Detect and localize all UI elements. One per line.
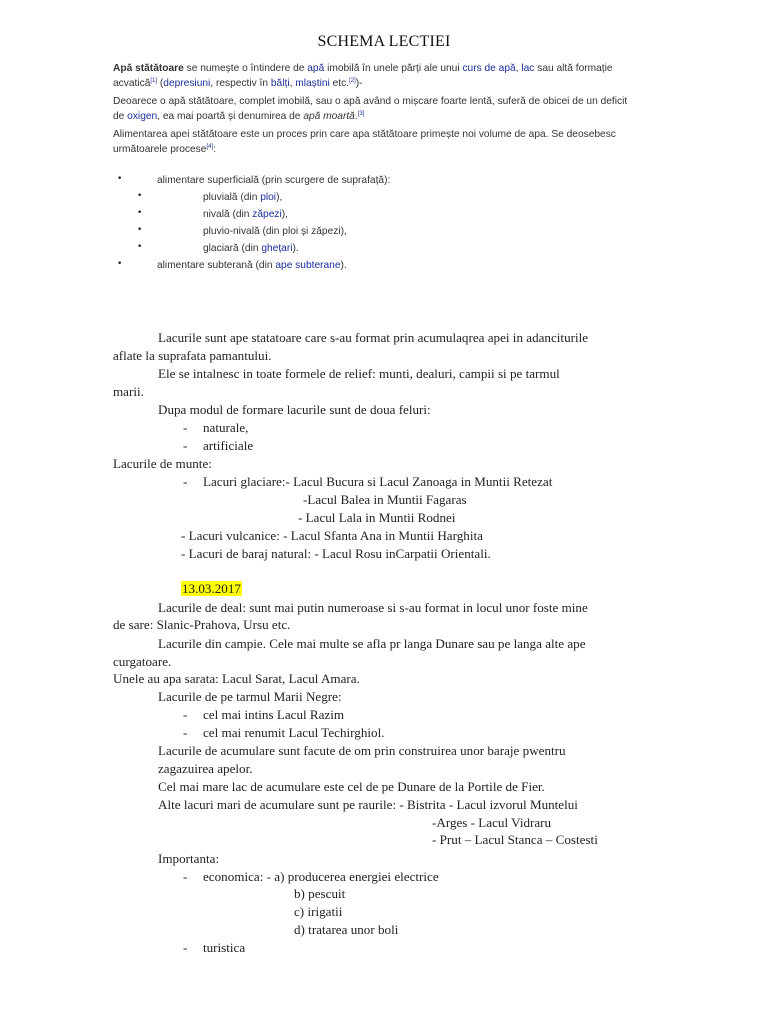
text-line: d) tratarea unor boli: [294, 922, 399, 937]
page-title: SCHEMA LECTIEI: [317, 33, 451, 50]
intro-paragraph-1: [113, 62, 653, 90]
text: :: [213, 144, 216, 155]
text: (: [157, 78, 164, 89]
link-oxigen[interactable]: oxigen: [127, 111, 158, 122]
text: , ea mai poartă și denumirea de: [157, 111, 304, 122]
text: sau altă formație: [534, 63, 613, 74]
text-line: aflate la suprafata pamantului.: [113, 348, 272, 363]
link-ghetari[interactable]: ghețari: [261, 243, 293, 254]
link-mlastini[interactable]: mlaștini: [295, 78, 330, 89]
dash: -: [183, 869, 188, 884]
text-line: Lacurile din campie. Cele mai multe se afla pr langa Dunare sau pe langa alte ape: [158, 636, 586, 651]
text-line: Lacurile de pe tarmul Marii Negre:: [158, 689, 342, 704]
bullet: •: [137, 242, 143, 252]
section-heading: Lacurile de munte:: [113, 456, 212, 471]
text: Deoarece o apă stătătoare, complet imobilă, sau o apă având o mișcare foarte lentă, suferă de obicei de un deficit: [113, 96, 628, 107]
text-line: zagazuirea apelor.: [158, 761, 253, 776]
ref-2[interactable]: [2]: [349, 78, 356, 84]
list-item: Lacuri glaciare:- Lacul Bucura si Lacul Zanoaga in Muntii Retezat: [203, 474, 553, 489]
list-item: alimentare superficială (prin scurgere de suprafață):: [157, 175, 391, 186]
text: Alimentarea apei stătătoare este un proces prin care apa stătătoare primește noi volume de apa. Se deosebesc: [113, 129, 616, 140]
text-line: c) irigatii: [294, 904, 343, 919]
list-item: economica: - a) producerea energiei electrice: [203, 869, 439, 884]
list-item: cel mai intins Lacul Razim: [203, 707, 345, 722]
text-line: Ele se intalnesc in toate formele de relief: munti, dealuri, campii si pe tarmul: [158, 366, 560, 381]
dash: -: [183, 725, 188, 740]
link-lac[interactable]: lac: [521, 63, 535, 74]
bullet: •: [117, 259, 123, 269]
list-item: artificiale: [203, 438, 254, 453]
bullet: •: [137, 191, 143, 201]
link-ploi[interactable]: ploi: [260, 192, 277, 203]
list-item: cel mai renumit Lacul Techirghiol.: [203, 725, 385, 740]
text: imobilă în unele părți ale unui: [324, 63, 463, 74]
italic-term: apă moartă: [303, 111, 355, 122]
text-line: -Lacul Balea in Muntii Fagaras: [303, 492, 467, 507]
text-line: marii.: [113, 384, 144, 399]
link-zapezi[interactable]: zăpezi: [252, 209, 282, 220]
link-depresiuni[interactable]: depresiuni: [163, 78, 211, 89]
bullet: •: [137, 208, 143, 218]
intro-paragraph-3: [113, 128, 653, 156]
list-item: nivală (din zăpezi),: [203, 209, 288, 220]
list-item: alimentare subterană (din ape subterane).: [157, 260, 347, 271]
text-line: - Lacul Lala in Muntii Rodnei: [298, 510, 456, 525]
text-line: -Arges - Lacul Vidraru: [432, 815, 552, 830]
text-line: Lacurile de deal: sunt mai putin numeroase si s-au format in locul unor foste mine: [158, 600, 588, 615]
dash: -: [183, 420, 188, 435]
text: ,: [515, 63, 522, 74]
link-apa[interactable]: apă: [307, 63, 325, 74]
text: de: [113, 111, 128, 122]
dash: -: [183, 940, 188, 955]
list-item: turistica: [203, 940, 246, 955]
list-item: naturale,: [203, 420, 249, 435]
text-line: - Prut – Lacul Stanca – Costesti: [432, 832, 598, 847]
dash: -: [183, 474, 188, 489]
intro-paragraph-2: [113, 95, 653, 123]
link-ape-subterane[interactable]: ape subterane: [275, 260, 341, 271]
dash: -: [183, 707, 188, 722]
text: )-: [355, 78, 363, 89]
ref-3[interactable]: [3]: [357, 111, 365, 117]
dash: -: [183, 438, 188, 453]
text: acvatică: [113, 78, 151, 89]
section-heading: Importanta:: [158, 851, 220, 866]
text-line: b) pescuit: [294, 886, 346, 901]
text-line: curgatoare.: [113, 654, 172, 669]
text-line: Lacurile de acumulare sunt facute de om prin construirea unor baraje pwentru: [158, 743, 566, 758]
text-line: Alte lacuri mari de acumulare sunt pe raurile: - Bistrita - Lacul izvorul Muntelui: [158, 797, 578, 812]
text: .: [354, 111, 358, 122]
link-curs-de-apa[interactable]: curs de apă: [462, 63, 516, 74]
text-line: Unele au apa sarata: Lacul Sarat, Lacul Amara.: [113, 671, 360, 686]
ref-4[interactable]: [4]: [206, 144, 214, 150]
text-line: - Lacuri vulcanice: - Lacul Sfanta Ana in Muntii Harghita: [181, 528, 483, 543]
date-highlight: 13.03.2017: [182, 581, 241, 596]
text: următoarele procese: [113, 144, 207, 155]
text-line: - Lacuri de baraj natural: - Lacul Rosu inCarpatii Orientali.: [181, 546, 491, 561]
text: ,: [289, 78, 296, 89]
text: etc.: [329, 78, 350, 89]
term-bold: Apă stătătoare: [113, 63, 184, 74]
list-item: pluvială (din ploi),: [203, 192, 283, 203]
text-line: de sare: Slanic-Prahova, Ursu etc.: [113, 617, 291, 632]
text-line: Dupa modul de formare lacurile sunt de doua feluri:: [158, 402, 431, 417]
bullet: •: [137, 225, 143, 235]
list-item: glaciară (din ghețari).: [203, 243, 299, 254]
text-line: Lacurile sunt ape statatoare care s-au format prin acumulaqrea apei in adanciturile: [158, 330, 589, 345]
text: , respectiv în: [210, 78, 271, 89]
bullet: •: [117, 174, 123, 184]
link-balti[interactable]: bălți: [270, 78, 290, 89]
text: se numește o întindere de: [183, 63, 308, 74]
ref-1[interactable]: [1]: [150, 78, 158, 84]
text-line: Cel mai mare lac de acumulare este cel de pe Dunare de la Portile de Fier.: [158, 779, 545, 794]
list-item: pluvio-nivală (din ploi și zăpezi),: [203, 226, 347, 237]
